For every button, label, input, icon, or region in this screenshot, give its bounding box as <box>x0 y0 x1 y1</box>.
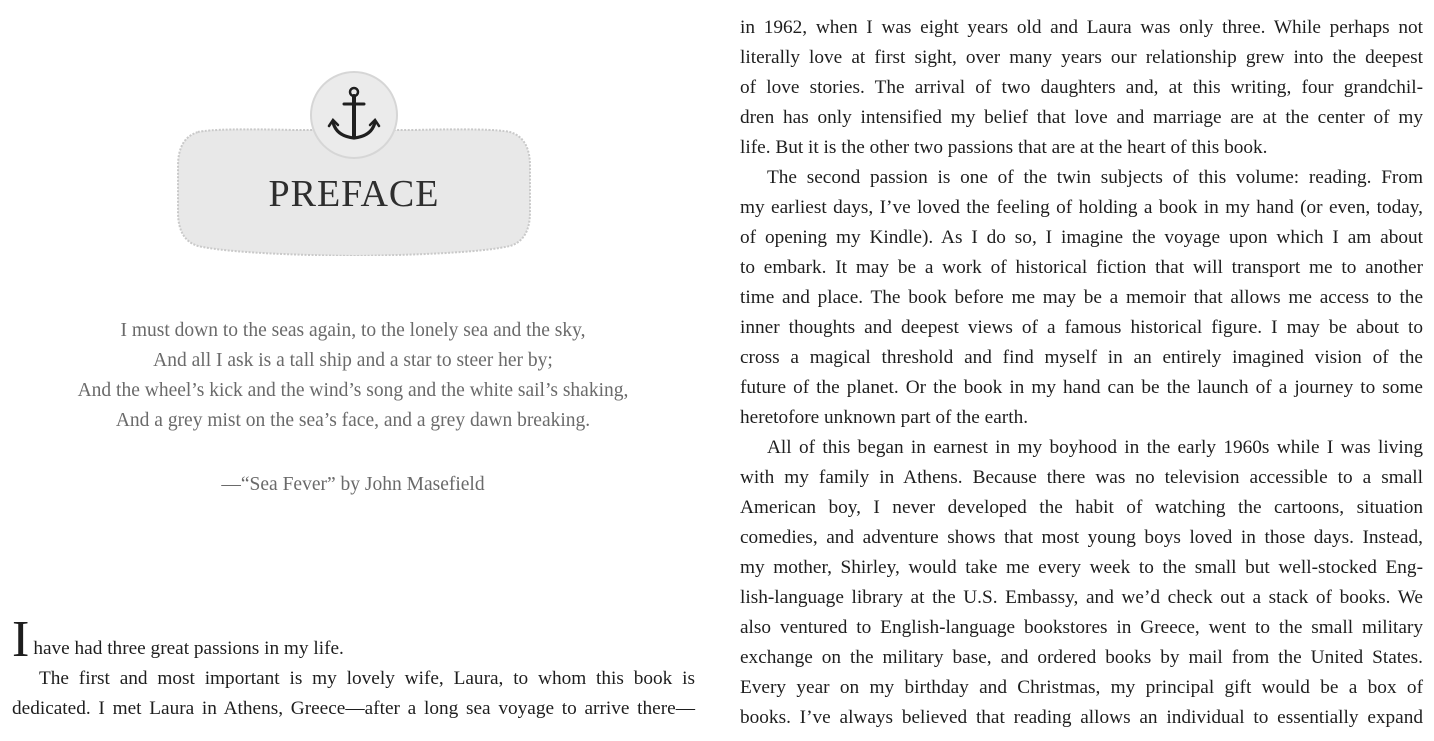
paragraph-line: dedicated. I met Laura in Athens, Greece—after a long sea voyage to arrive there— <box>12 698 695 719</box>
epigraph-line: And the wheel’s kick and the wind’s song and the white sail’s shaking, <box>77 380 629 401</box>
paragraph-line: Every year on my birthday and Christmas, my principal gift would be a box of <box>740 677 1423 698</box>
paragraph-line: lish-language library at the U.S. Embassy, and we’d check out a stack of books. We <box>740 587 1423 608</box>
paragraph-line: comedies, and adventure shows that most young boys loved in those days. Instead, <box>740 527 1423 548</box>
paragraph-line: cross a magical threshold and find myself in an entirely imagined vision of the <box>740 347 1423 368</box>
paragraph-line: The second passion is one of the twin subjects of this volume: reading. From <box>767 167 1423 188</box>
paragraph-line: future of the planet. Or the book in my hand can be the launch of a journey to some <box>740 377 1423 398</box>
paragraph-line: All of this began in earnest in my boyhood in the early 1960s while I was living <box>767 437 1423 458</box>
epigraph-line: I must down to the seas again, to the lonely sea and the sky, <box>120 320 586 341</box>
paragraph-line: to embark. It may be a work of historical fiction that will transport me to another <box>740 257 1423 278</box>
paragraph-line: my mother, Shirley, would take me every week to the small but well-stocked Eng- <box>740 557 1423 578</box>
emblem-frame <box>176 70 532 256</box>
paragraph-line: heretofore unknown part of the earth. <box>740 407 1029 428</box>
chapter-emblem <box>176 70 532 256</box>
paragraph-line: The first and most important is my lovely wife, Laura, to whom this book is <box>39 668 695 689</box>
paragraph-line: in 1962, when I was eight years old and Laura was only three. While perhaps not <box>740 17 1423 38</box>
paragraph-line: life. But it is the other two passions that are at the heart of this book. <box>740 137 1268 158</box>
left-body-text <box>12 611 695 724</box>
paragraph-line: my earliest days, I’ve loved the feeling of holding a book in my hand (or even, today, <box>740 197 1423 218</box>
paragraph-line: of opening my Kindle). As I do so, I imagine the voyage upon which I am about <box>740 227 1423 248</box>
paragraph-line: books. I’ve always believed that reading allows an individual to essentially expand <box>740 707 1423 728</box>
right-page <box>740 0 1423 741</box>
chapter-title: PREFACE <box>268 173 440 215</box>
paragraph-line: literally love at first sight, over many years our relationship grew into the deepest <box>740 47 1423 68</box>
paragraph-line: inner thoughts and deepest views of a famous historical figure. I may be about to <box>740 317 1423 338</box>
opening-line: have had three great passions in my life. <box>33 638 344 659</box>
epigraph-line: And all I ask is a tall ship and a star to steer her by; <box>153 350 553 371</box>
paragraph-line: exchange on the military base, and ordered books by mail from the United States. <box>740 647 1423 668</box>
paragraph-line: time and place. The book before me may be a memoir that allows me access to the <box>740 287 1423 308</box>
paragraph-line: also ventured to English-language bookstores in Greece, went to the small military <box>740 617 1423 638</box>
epigraph-line: And a grey mist on the sea’s face, and a grey dawn breaking. <box>115 410 591 431</box>
epigraph <box>0 316 706 436</box>
paragraph-line: American boy, I never developed the habit of watching the cartoons, situation <box>740 497 1423 518</box>
right-body-text <box>740 13 1423 733</box>
paragraph-line: with my family in Athens. Because there was no television accessible to a small <box>740 467 1423 488</box>
paragraph-line: dren has only intensified my belief that love and marriage are at the center of my <box>740 107 1423 128</box>
paragraph-line: of love stories. The arrival of two daughters and, at this writing, four grandchil- <box>740 77 1423 98</box>
epigraph-attribution: —“Sea Fever” by John Masefield <box>221 474 485 495</box>
drop-cap: I <box>12 611 30 668</box>
